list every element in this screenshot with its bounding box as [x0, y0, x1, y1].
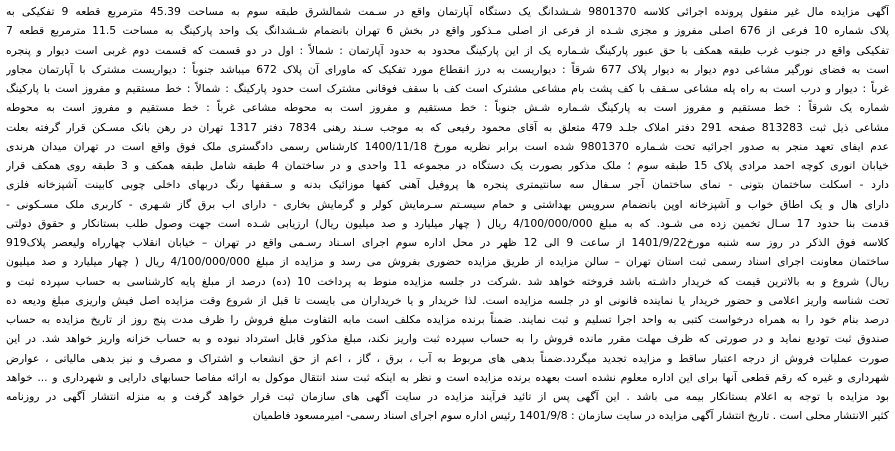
- notice-line: پلاک شماره 10 فرعی از 676 اصلی مفروز و مجزی شـده از فرعی از اصلی مـذکور واقع در بخش 6 تهران بانضمام شـشدانگ یک واحد پارکینگ به مساحت 11.5 مترمربع قطعه 7: [6, 24, 889, 38]
- notice-line: کلاسه فوق الذکر در روز سه شنبه مورخ1401/9/22 از ساعت 9 الی 12 ظهر در محل اداره سوم اجرای اسـناد رسـمی واقع در تهران – خیابان انقلاب چهارراه ولیعصر پلاک919: [6, 236, 889, 249]
- notice-line: قدمت بنا حدود 17 سـال تخمین زده می شـود. که به مبلغ 4/100/000/000 ریال ( چهار میلیارد و صد میلیون ریال) ارزیابی شـده است جهت وصول طلب بستانکار و حقوق دولتی: [6, 216, 889, 230]
- notice-line: شماره یک شرقاً : خط مستقیم و مفروز است به پارکینگ شـماره شـش جنوباً : خط مستقیم و مفروز است به محوطه مشاعی غرباً : خط مستقیم و مفروز است به محوطه: [6, 101, 889, 115]
- notice-line: درصد بنام خود را به همراه درخواست کتبی به واحد اجرا تسلیم و ثبت نمایند. ضمناً برنده مزایده مکلف است مابه التفاوت مبلغ فروش را ظرف مدت پنج روز از تاریخ مزایده به حساب: [6, 313, 889, 326]
- notice-line: تحت شناسه واریز اعلامی و حضور خریدار یا نماینده قانونی او در جلسه مزایده است. لذا خریدار و یا خریداران می بایست تا قبل از شروع وقت مزایده اصل فیش واریزی مبلغ ودیعه ده: [6, 293, 889, 307]
- notice-line: خیابان انوری کوچه احمد مرادی پلاک 15 طبقه سوم ؛ ملک مذکور بصورت یک دستگاه در مجموعه 11 واحدی و در ساختمان 4 طبقه شامل طبقه همکف و 3 طبقه روی همکف قرار: [6, 159, 889, 172]
- notice-line: عدم ایفای تعهد منجر به صدور اجرائیه تحت شـماره 9801370 شده است برابر نظریه مورخ 1400/11/18 کارشناس رسمی دادگستری ملک فوق واقع است در تهران میدان هرندی: [6, 139, 889, 153]
- notice-line: آگهی مزایده مال غیر منقول پرونده اجرائی کلاسه 9801370 شـشدانگ یک دستگاه آپارتمان واقع در سـمت شمالشرق طبقه سوم به مساحت 45.39 مترمربع قطعه 9 تفکیکی به: [6, 5, 889, 18]
- notice-line: بود مزایده با توجه به اعلام بستانکار بیمه می باشد . این آگهی پس از تائید فرآیند مزایده در سایت آگهی های سازمان ثبت قرار خواهد گرفت و به منزله انتشار آگهی در روزنامه: [6, 390, 889, 403]
- notice-line: شهرداری و غیره که رقم قطعی آنها برای این اداره معلوم نشده است بعهده برنده مزایده است و نظر به اینکه ثبت سند انتقال موکول به ارائه مفاصا حسابهای دارایی و شهرداری و ... خواهد: [6, 370, 889, 384]
- notice-line: صندوق ثبت تودیع نماید و در صورتی که ظرف مهلت مقرر مانده فروش را به حساب سپرده ثبت واریز نکند، مبلغ مذکور قابل استرداد نبوده و به حساب خزانه واریز خواهد شد. در این: [6, 332, 889, 346]
- notice-line: ساختمان معاونت اجرای اسناد رسمی ثبت استان تهران – سالن مزایده از طریق مزایده حضوری بفروش می رسد و مزایده از مبلغ 4/100/000/000 ریال ( چهار میلیارد و صد میلیون: [6, 255, 889, 269]
- notice-line: صورت عملیات فروش از درجه اعتبار ساقط و مزایده تجدید میگردد.ضمناً بدهی های مربوط به آب ، برق ، گاز ، اعم از حق انشعاب و اشتراک و مصرف و نیز بدهی مالیاتی ، عوارض: [6, 351, 889, 365]
- notice-line-last: کثیر الانتشار محلی است . تاریخ انتشار آگهی مزایده در سایت سازمان : 1401/9/8 رئیس اداره سوم اجرای اسناد رسمی- امیرمسعود فاطمیان: [252, 409, 889, 423]
- notice-line: ریال) شروع و به بالاترین قیمت که خریدار داشـته باشد فروخته خواهد شد .شرکت در جلسه مزایده منوط به پرداخت 10 (ده) درصد از مبلغ پایه کارشناسی به حساب سپرده ثبت و: [6, 274, 889, 288]
- notice-line: مشاعی ذیل ثبت 813283 صفحه 291 دفتر املاک جلـد 479 متعلق به آقای محمود رفیعی که به موجب سـند رهنی 7834 دفتر 1317 تهران در رهن بانک مسـکن قرار گرفته بعلت: [6, 120, 889, 134]
- notice-line: است به فضای نورگیر مشاعی دوم دیوار به دیوار پلاک 677 شرقاً : دیواریست به درز انقطاع مورد تفکیک که ماورای آن پلاک 672 میباشد جنوباً : دیواریست مشترک با آپارتمان مجاور: [6, 62, 889, 76]
- notice-line: دارد - اسکلت ساختمان بتونی - نمای ساختمان آجر سـفال سه سانتیمتری پنجره ها پروفیل آهنی کفها موزائیک بدنه و سـقفها رنگ دربهای داخلی چوبی کابینت آشپزخانه فلزی: [6, 178, 889, 192]
- notice-line: تفکیکی واقع در جنوب غرب طبقه همکف با حق عبور پارکینگ شـماره یک از این پارکینگ محدود به حدود آپارتمان : شمالاً : اول در دو قسمت که قسمت دوم غربی است دیوار و پنجره: [6, 43, 889, 57]
- notice-line: غرباً : دیوار و درب است به راه پله مشاعی سـقف با کف پشت بام مشاعی مشترک است کف با سقف فوقانی مشترک است حدود پارکینگ : شمالاً : خط مستقیم و مفروز است با پارکینگ: [6, 82, 889, 95]
- notice-line: دارای هال و یک اطاق خواب و آشپزخانه اوپن بانضمام سرویس بهداشتی و حمام سیسـتم سـرمایش کولر و گرمایش بخاری - دارای اب برق گاز شـهری - کاربری ملک مسـکونی -: [6, 197, 889, 211]
